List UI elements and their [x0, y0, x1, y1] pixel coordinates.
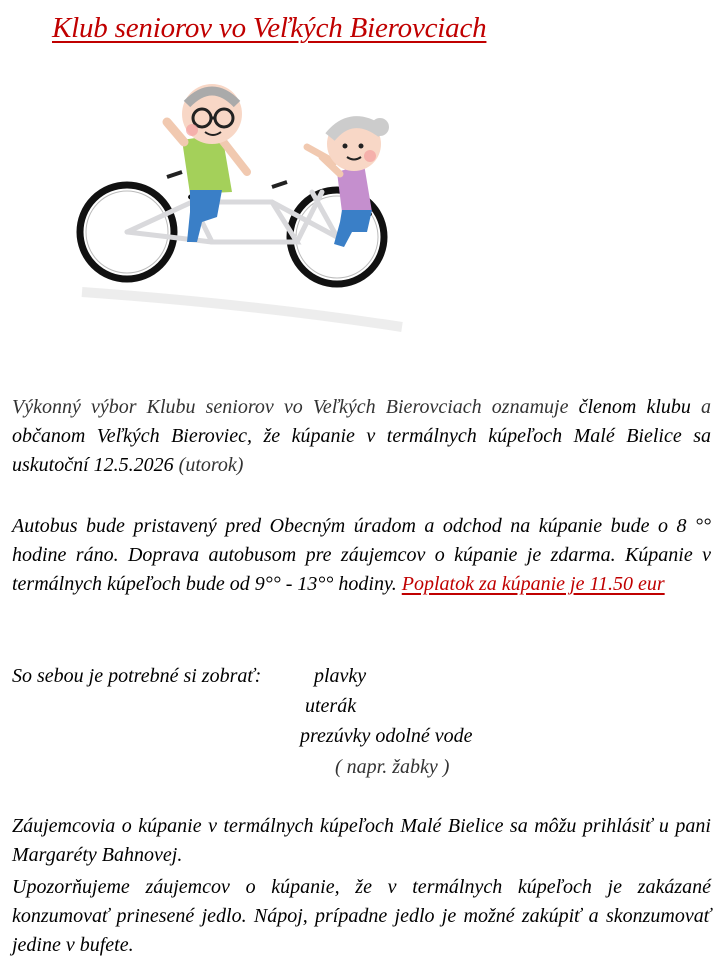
announcement-citizens: občanom Veľkých Bieroviec, že kúpanie v termálnych kúpeľoch Malé Bielice sa uskutoční 12.5.2026 [12, 425, 711, 476]
announcement-and: a [701, 396, 712, 418]
packing-item: uterák [305, 695, 357, 717]
registration-paragraph: Záujemcovia o kúpanie v termálnych kúpeľoch Malé Bielice sa môžu prihlásiť u pani Margaréty Bahnovej. [12, 815, 711, 866]
packing-intro: So sebou je potrebné si zobrať: [12, 665, 262, 687]
packing-item: prezúvky odolné vode [300, 725, 473, 747]
announcement-day: (utorok) [178, 454, 244, 476]
packing-item: plavky [314, 665, 367, 687]
fee-text: Poplatok za kúpanie je 11.50 eur [401, 573, 665, 595]
transport-paragraph [12, 512, 711, 599]
announcement-paragraph [12, 393, 711, 480]
page-title: Klub seniorov vo Veľkých Bierovciach [52, 12, 487, 44]
elderly-couple-tandem-bicycle-icon [72, 82, 432, 332]
packing-note: ( napr. žabky ) [335, 756, 450, 778]
warning-paragraph: Upozorňujeme záujemcov o kúpanie, že v termálnych kúpeľoch je zakázané konzumovať prinesené jedlo. Nápoj, prípadne jedlo je možné zakúpiť a skonzumovať jedine v bufete. [12, 876, 711, 956]
announcement-members: členom klubu [578, 396, 691, 418]
transport-text: Autobus bude pristavený pred Obecným úradom a odchod na kúpanie bude o 8 °° hodine ráno. Doprava autobusom pre záujemcov o kúpanie je zdarma. Kúpanie v termálnych kúpeľoch bude od 9°° - 13°° hodiny. [12, 515, 711, 595]
announcement-lead: Výkonný výbor Klubu seniorov vo Veľkých Bierovciach oznamuje [12, 396, 569, 418]
